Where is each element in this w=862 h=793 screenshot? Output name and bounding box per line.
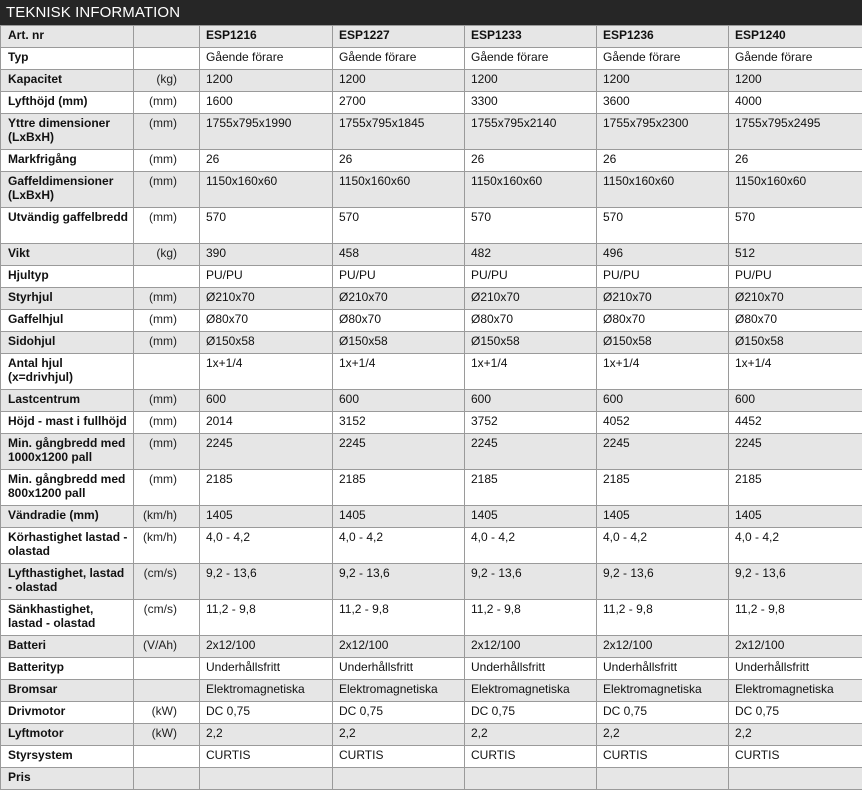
table-header-row: [1, 26, 862, 48]
value-cell: 11,2 - 9,8: [333, 600, 465, 636]
row-unit: (mm): [134, 390, 200, 412]
value-cell: 1755x795x2300: [597, 114, 729, 150]
value-cell: 4052: [597, 412, 729, 434]
row-unit: [134, 658, 200, 680]
value-cell: 2x12/100: [597, 636, 729, 658]
row-label: Min. gångbredd med 1000x1200 pall: [1, 434, 134, 470]
row-label: Batterityp: [1, 658, 134, 680]
row-label: Lastcentrum: [1, 390, 134, 412]
value-cell: 1200: [729, 70, 862, 92]
value-cell: 512: [729, 244, 862, 266]
value-cell: Ø150x58: [333, 332, 465, 354]
table-row: [1, 114, 862, 150]
value-cell: Ø80x70: [729, 310, 862, 332]
value-cell: 2x12/100: [200, 636, 333, 658]
value-cell: 9,2 - 13,6: [200, 564, 333, 600]
value-cell: 2185: [333, 470, 465, 506]
value-cell: 2185: [597, 470, 729, 506]
row-unit: (kW): [134, 702, 200, 724]
value-cell: 1200: [465, 70, 597, 92]
table-row: [1, 658, 862, 680]
row-label: Sidohjul: [1, 332, 134, 354]
value-cell: 9,2 - 13,6: [333, 564, 465, 600]
value-cell: 1x+1/4: [200, 354, 333, 390]
value-cell: 2185: [200, 470, 333, 506]
row-unit: (mm): [134, 208, 200, 244]
row-unit: [134, 354, 200, 390]
value-cell: 26: [597, 150, 729, 172]
row-unit: [134, 680, 200, 702]
value-cell: 2245: [200, 434, 333, 470]
table-row: [1, 434, 862, 470]
row-label: Bromsar: [1, 680, 134, 702]
row-label: Utvändig gaffelbredd: [1, 208, 134, 244]
row-unit: (cm/s): [134, 600, 200, 636]
row-label: Markfrigång: [1, 150, 134, 172]
table-row: [1, 528, 862, 564]
row-label: Typ: [1, 48, 134, 70]
value-cell: 2x12/100: [465, 636, 597, 658]
row-label: Hjultyp: [1, 266, 134, 288]
value-cell: 2,2: [200, 724, 333, 746]
value-cell: Gående förare: [333, 48, 465, 70]
value-cell: 458: [333, 244, 465, 266]
value-cell: Ø150x58: [597, 332, 729, 354]
value-cell: Ø150x58: [465, 332, 597, 354]
value-cell: 1x+1/4: [333, 354, 465, 390]
table-row: [1, 412, 862, 434]
value-cell: 1755x795x1990: [200, 114, 333, 150]
value-cell: 4,0 - 4,2: [333, 528, 465, 564]
value-cell: 1150x160x60: [333, 172, 465, 208]
row-unit: (mm): [134, 172, 200, 208]
value-cell: 11,2 - 9,8: [200, 600, 333, 636]
value-cell: 1x+1/4: [465, 354, 597, 390]
value-cell: 26: [200, 150, 333, 172]
row-unit: (kg): [134, 244, 200, 266]
value-cell: Underhållsfritt: [465, 658, 597, 680]
value-cell: Ø80x70: [200, 310, 333, 332]
value-cell: 570: [465, 208, 597, 244]
value-cell: PU/PU: [333, 266, 465, 288]
value-cell: 1150x160x60: [729, 172, 862, 208]
value-cell: 1405: [200, 506, 333, 528]
model-header-cell: ESP1216: [200, 26, 333, 48]
section-title: TEKNISK INFORMATION: [0, 0, 862, 25]
value-cell: Ø210x70: [333, 288, 465, 310]
value-cell: 1150x160x60: [200, 172, 333, 208]
value-cell: 390: [200, 244, 333, 266]
value-cell: 1150x160x60: [597, 172, 729, 208]
table-row: [1, 266, 862, 288]
value-cell: 4000: [729, 92, 862, 114]
table-row: [1, 564, 862, 600]
value-cell: 4,0 - 4,2: [200, 528, 333, 564]
value-cell: Gående förare: [597, 48, 729, 70]
value-cell: [465, 768, 597, 790]
value-cell: Ø80x70: [597, 310, 729, 332]
value-cell: 570: [729, 208, 862, 244]
table-row: [1, 70, 862, 92]
value-cell: 1200: [597, 70, 729, 92]
value-cell: PU/PU: [597, 266, 729, 288]
value-cell: 1755x795x2495: [729, 114, 862, 150]
row-unit: (mm): [134, 150, 200, 172]
value-cell: 11,2 - 9,8: [465, 600, 597, 636]
value-cell: 4,0 - 4,2: [597, 528, 729, 564]
row-label: Art. nr: [1, 26, 134, 48]
model-header-cell: ESP1236: [597, 26, 729, 48]
value-cell: 2245: [729, 434, 862, 470]
value-cell: 2245: [333, 434, 465, 470]
value-cell: CURTIS: [465, 746, 597, 768]
row-unit: (mm): [134, 470, 200, 506]
value-cell: 9,2 - 13,6: [597, 564, 729, 600]
row-label: Styrhjul: [1, 288, 134, 310]
value-cell: 2,2: [465, 724, 597, 746]
value-cell: 2x12/100: [333, 636, 465, 658]
value-cell: 1600: [200, 92, 333, 114]
row-label: Pris: [1, 768, 134, 790]
value-cell: CURTIS: [729, 746, 862, 768]
value-cell: 3300: [465, 92, 597, 114]
value-cell: 600: [729, 390, 862, 412]
row-unit: [134, 746, 200, 768]
value-cell: Ø210x70: [729, 288, 862, 310]
value-cell: 9,2 - 13,6: [729, 564, 862, 600]
row-unit: (mm): [134, 92, 200, 114]
row-label: Drivmotor: [1, 702, 134, 724]
table-row: [1, 600, 862, 636]
value-cell: CURTIS: [200, 746, 333, 768]
table-row: [1, 724, 862, 746]
table-row: [1, 636, 862, 658]
row-label: Höjd - mast i fullhöjd: [1, 412, 134, 434]
value-cell: 2014: [200, 412, 333, 434]
value-cell: Gående förare: [729, 48, 862, 70]
row-unit: [134, 48, 200, 70]
table-row: [1, 332, 862, 354]
row-unit: [134, 266, 200, 288]
row-unit: (km/h): [134, 528, 200, 564]
value-cell: Ø210x70: [597, 288, 729, 310]
value-cell: 1405: [465, 506, 597, 528]
value-cell: 2700: [333, 92, 465, 114]
row-label: Gaffeldimensioner (LxBxH): [1, 172, 134, 208]
row-unit: (V/Ah): [134, 636, 200, 658]
value-cell: DC 0,75: [729, 702, 862, 724]
row-unit: (mm): [134, 310, 200, 332]
table-row: [1, 680, 862, 702]
row-label: Vändradie (mm): [1, 506, 134, 528]
table-row: [1, 470, 862, 506]
value-cell: Underhållsfritt: [597, 658, 729, 680]
value-cell: 4452: [729, 412, 862, 434]
value-cell: 26: [729, 150, 862, 172]
value-cell: Elektromagnetiska: [200, 680, 333, 702]
row-unit: (mm): [134, 288, 200, 310]
row-label: Antal hjul (x=drivhjul): [1, 354, 134, 390]
model-header-cell: ESP1233: [465, 26, 597, 48]
value-cell: 11,2 - 9,8: [597, 600, 729, 636]
value-cell: 3152: [333, 412, 465, 434]
value-cell: 482: [465, 244, 597, 266]
row-unit: (mm): [134, 434, 200, 470]
value-cell: 600: [200, 390, 333, 412]
value-cell: PU/PU: [729, 266, 862, 288]
table-row: [1, 768, 862, 790]
table-row: [1, 288, 862, 310]
row-label: Styrsystem: [1, 746, 134, 768]
value-cell: 2245: [465, 434, 597, 470]
value-cell: Elektromagnetiska: [465, 680, 597, 702]
row-unit: (mm): [134, 114, 200, 150]
value-cell: 600: [597, 390, 729, 412]
row-label: Batteri: [1, 636, 134, 658]
value-cell: 4,0 - 4,2: [729, 528, 862, 564]
value-cell: [597, 768, 729, 790]
value-cell: 9,2 - 13,6: [465, 564, 597, 600]
spec-table-body: [1, 26, 862, 790]
value-cell: [200, 768, 333, 790]
value-cell: Elektromagnetiska: [597, 680, 729, 702]
value-cell: 570: [597, 208, 729, 244]
value-cell: 496: [597, 244, 729, 266]
value-cell: 2,2: [333, 724, 465, 746]
value-cell: 3752: [465, 412, 597, 434]
value-cell: PU/PU: [465, 266, 597, 288]
row-label: Sänkhastighet, lastad - olastad: [1, 600, 134, 636]
value-cell: 2185: [465, 470, 597, 506]
value-cell: Ø210x70: [465, 288, 597, 310]
table-row: [1, 92, 862, 114]
value-cell: Underhållsfritt: [333, 658, 465, 680]
value-cell: Gående förare: [200, 48, 333, 70]
value-cell: 2,2: [597, 724, 729, 746]
value-cell: Underhållsfritt: [200, 658, 333, 680]
value-cell: 2245: [597, 434, 729, 470]
row-label: Vikt: [1, 244, 134, 266]
value-cell: 1x+1/4: [597, 354, 729, 390]
table-row: [1, 390, 862, 412]
row-label: Lyfthöjd (mm): [1, 92, 134, 114]
value-cell: Elektromagnetiska: [729, 680, 862, 702]
value-cell: [333, 768, 465, 790]
value-cell: CURTIS: [597, 746, 729, 768]
value-cell: 3600: [597, 92, 729, 114]
value-cell: 1405: [597, 506, 729, 528]
value-cell: 1755x795x1845: [333, 114, 465, 150]
value-cell: 1755x795x2140: [465, 114, 597, 150]
table-row: [1, 310, 862, 332]
table-row: [1, 172, 862, 208]
value-cell: 1200: [200, 70, 333, 92]
value-cell: 26: [465, 150, 597, 172]
model-header-cell: ESP1227: [333, 26, 465, 48]
row-unit: (km/h): [134, 506, 200, 528]
value-cell: [729, 768, 862, 790]
value-cell: 600: [333, 390, 465, 412]
value-cell: Ø150x58: [200, 332, 333, 354]
row-label: Gaffelhjul: [1, 310, 134, 332]
spec-table: [0, 25, 862, 790]
value-cell: Ø80x70: [333, 310, 465, 332]
row-unit: [134, 768, 200, 790]
value-cell: DC 0,75: [465, 702, 597, 724]
value-cell: 600: [465, 390, 597, 412]
value-cell: Gående förare: [465, 48, 597, 70]
value-cell: 570: [333, 208, 465, 244]
value-cell: 2,2: [729, 724, 862, 746]
value-cell: PU/PU: [200, 266, 333, 288]
table-row: [1, 208, 862, 244]
value-cell: 26: [333, 150, 465, 172]
value-cell: 2x12/100: [729, 636, 862, 658]
row-label: Yttre dimensioner (LxBxH): [1, 114, 134, 150]
table-row: [1, 702, 862, 724]
row-unit: [134, 26, 200, 48]
value-cell: DC 0,75: [200, 702, 333, 724]
value-cell: 1200: [333, 70, 465, 92]
row-label: Körhastighet lastad - olastad: [1, 528, 134, 564]
value-cell: 1405: [729, 506, 862, 528]
row-label: Lyfthastighet, lastad - olastad: [1, 564, 134, 600]
value-cell: 11,2 - 9,8: [729, 600, 862, 636]
value-cell: CURTIS: [333, 746, 465, 768]
value-cell: Ø210x70: [200, 288, 333, 310]
table-row: [1, 48, 862, 70]
row-unit: (cm/s): [134, 564, 200, 600]
value-cell: Ø80x70: [465, 310, 597, 332]
value-cell: Ø150x58: [729, 332, 862, 354]
row-unit: (kW): [134, 724, 200, 746]
value-cell: Elektromagnetiska: [333, 680, 465, 702]
model-header-cell: ESP1240: [729, 26, 862, 48]
row-label: Lyftmotor: [1, 724, 134, 746]
table-row: [1, 354, 862, 390]
table-row: [1, 150, 862, 172]
row-unit: (mm): [134, 332, 200, 354]
row-unit: (kg): [134, 70, 200, 92]
value-cell: 570: [200, 208, 333, 244]
value-cell: 2185: [729, 470, 862, 506]
value-cell: Underhållsfritt: [729, 658, 862, 680]
value-cell: 1x+1/4: [729, 354, 862, 390]
value-cell: DC 0,75: [597, 702, 729, 724]
row-label: Min. gångbredd med 800x1200 pall: [1, 470, 134, 506]
row-label: Kapacitet: [1, 70, 134, 92]
row-unit: (mm): [134, 412, 200, 434]
table-row: [1, 506, 862, 528]
value-cell: 1150x160x60: [465, 172, 597, 208]
value-cell: DC 0,75: [333, 702, 465, 724]
table-row: [1, 244, 862, 266]
table-row: [1, 746, 862, 768]
value-cell: 4,0 - 4,2: [465, 528, 597, 564]
value-cell: 1405: [333, 506, 465, 528]
